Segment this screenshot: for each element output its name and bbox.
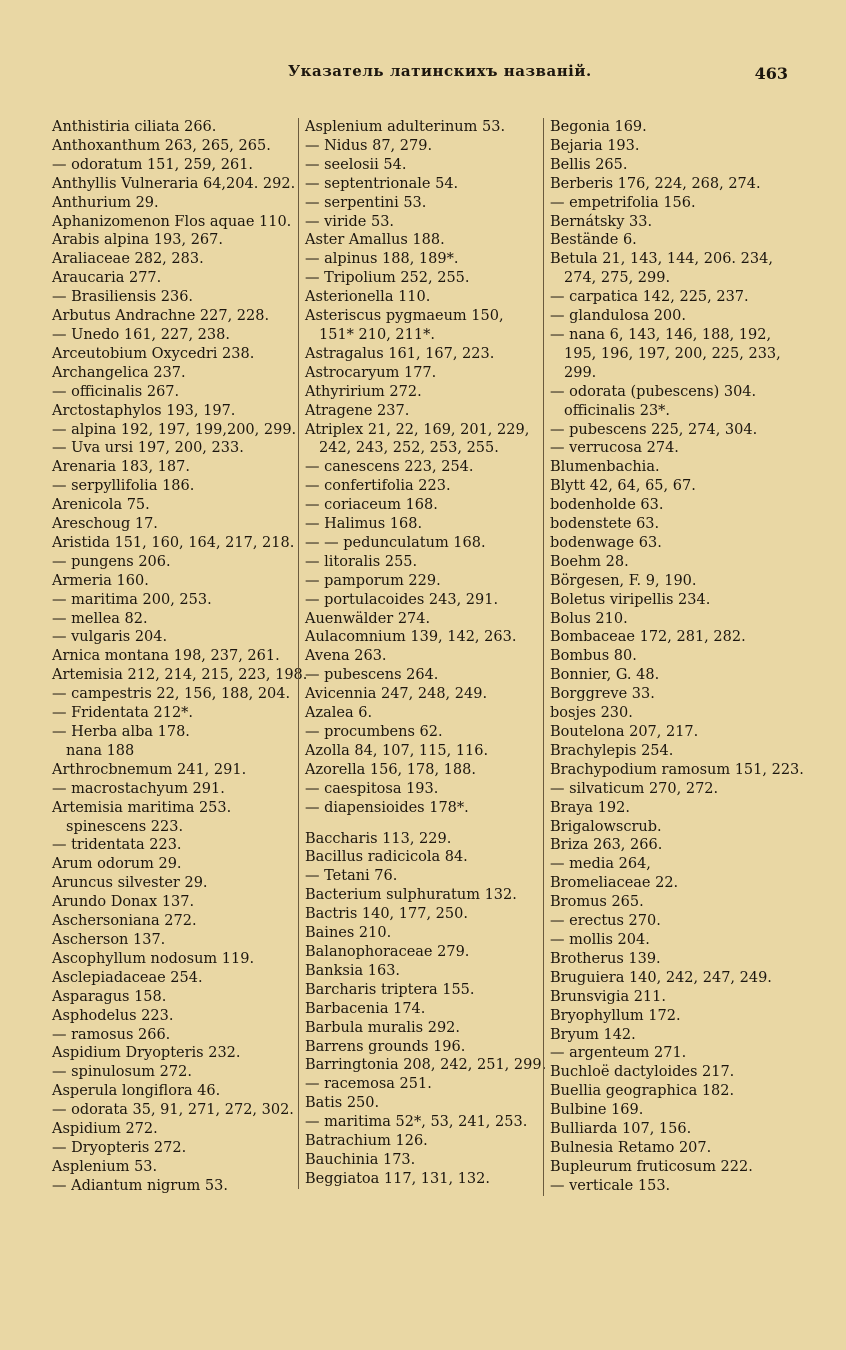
- index-entry: Bauchinia 173.: [305, 1151, 416, 1168]
- index-entry: Bulliarda 107, 156.: [550, 1121, 692, 1138]
- index-entry: Anthyllis Vulneraria 64,204. 292.: [52, 175, 296, 192]
- index-entry: — septentrionale 54.: [305, 175, 459, 192]
- index-entry: Boutelona 207, 217.: [550, 724, 699, 740]
- index-entry: — portulacoides 243, 291.: [305, 591, 499, 608]
- index-entry: — Herba alba 178.: [52, 724, 190, 740]
- index-entry: Baines 210.: [305, 925, 392, 942]
- index-entry: Brotherus 139.: [550, 950, 661, 967]
- index-column-2: [298, 118, 547, 1189]
- index-entry: — pamporum 229.: [305, 572, 441, 589]
- index-entry: Atragene 237.: [305, 402, 410, 419]
- index-entry: — Brasiliensis 236.: [52, 289, 194, 306]
- index-entry: — argenteum 271.: [550, 1045, 687, 1062]
- index-entry: bodenholde 63.: [550, 497, 664, 514]
- index-entry: Brachylepis 254.: [550, 742, 674, 759]
- index-entry: Athyririum 272.: [305, 383, 422, 400]
- index-entry: Azorella 156, 178, 188.: [305, 761, 476, 778]
- index-entry: Beggiatoa 117, 131, 132.: [305, 1170, 490, 1187]
- index-entry: Azolla 84, 107, 115, 116.: [305, 742, 489, 759]
- index-entry: Astragalus 161, 167, 223.: [305, 345, 495, 362]
- index-entry: — silvaticum 270, 272.: [550, 780, 719, 797]
- index-entry: — seelosii 54.: [305, 156, 407, 173]
- index-entry: Aristida 151, 160, 164, 217, 218.: [52, 534, 295, 551]
- index-entry: Aster Amallus 188.: [305, 232, 445, 249]
- index-entry: — ramosus 266.: [52, 1026, 171, 1043]
- index-entry: Arum odorum 29.: [52, 856, 182, 873]
- index-entry: — odorata (pubescens) 304.: [550, 383, 757, 400]
- index-entry: — macrostachyum 291.: [52, 780, 225, 797]
- index-entry: Bacterium sulphuratum 132.: [305, 887, 517, 904]
- index-entry: Brigalowscrub.: [550, 818, 662, 835]
- index-entry: — coriaceum 168.: [305, 497, 438, 514]
- index-entry: — glandulosa 200.: [550, 308, 686, 325]
- index-entry: Bromeliaceae 22.: [550, 875, 679, 892]
- index-entry: — verrucosa 274.: [550, 440, 679, 457]
- index-entry: Aruncus silvester 29.: [52, 875, 208, 892]
- index-entry: Bromus 265.: [550, 894, 644, 911]
- index-entry: — spinulosum 272.: [52, 1064, 192, 1081]
- index-entry: — alpina 192, 197, 199,200, 299.: [52, 421, 297, 438]
- index-entry: Ascherson 137.: [52, 931, 166, 948]
- index-entry: — empetrifolia 156.: [550, 194, 696, 211]
- index-entry: Bombus 80.: [550, 648, 637, 665]
- index-entry: — diapensioides 178*.: [305, 799, 469, 816]
- index-entry: — erectus 270.: [550, 913, 661, 930]
- index-entry: — Dryopteris 272.: [52, 1139, 187, 1156]
- index-entry: — verticale 153.: [550, 1177, 671, 1194]
- index-entry: spinescens 223.: [66, 818, 184, 835]
- index-entry: Betula 21, 143, 144, 206. 234, 274, 275, 299.: [550, 251, 773, 287]
- index-entry: — nana 6, 143, 146, 188, 192, 195, 196, 197, 200, 225, 233, 299.: [550, 326, 781, 381]
- index-entry: — mellea 82.: [52, 610, 148, 627]
- index-entry: Areschoug 17.: [52, 516, 158, 533]
- index-entry: — serpentini 53.: [305, 194, 427, 211]
- index-entry: Bonnier, G. 48.: [550, 667, 660, 684]
- index-entry: Anthoxanthum 263, 265, 265.: [52, 137, 271, 154]
- index-entry: — pubescens 225, 274, 304.: [550, 421, 758, 438]
- index-entry: Asteriscus pygmaeum 150, 151* 210, 211*.: [305, 308, 504, 343]
- index-entry: — odoratum 151, 259, 261.: [52, 156, 254, 173]
- page-header: [0, 62, 846, 90]
- index-entry: Asperula longiflora 46.: [52, 1083, 221, 1100]
- index-entry: Brachypodium ramosum 151, 223.: [550, 761, 804, 778]
- index-entry: Bactris 140, 177, 250.: [305, 906, 468, 923]
- index-entry: — Adiantum nigrum 53.: [52, 1177, 228, 1194]
- index-entry: Arbutus Andrachne 227, 228.: [52, 308, 270, 325]
- index-entry: Arceutobium Oxycedri 238.: [52, 345, 255, 362]
- index-entry: Arenaria 183, 187.: [52, 459, 190, 476]
- index-entry: Bolus 210.: [550, 610, 628, 627]
- index-entry: — procumbens 62.: [305, 724, 443, 740]
- index-entry: — Unedo 161, 227, 238.: [52, 326, 230, 343]
- index-entry: Anthistiria ciliata 266.: [52, 119, 217, 135]
- index-entry: Briza 263, 266.: [550, 837, 663, 854]
- index-entry: Arnica montana 198, 237, 261.: [52, 648, 280, 665]
- running-title: Указатель латинскихъ названій.: [288, 62, 592, 80]
- index-entry: Avicennia 247, 248, 249.: [305, 686, 488, 703]
- index-entry: Asphodelus 223.: [52, 1007, 174, 1024]
- index-entry: bosjes 230.: [550, 705, 633, 722]
- index-entry: — carpatica 142, 225, 237.: [550, 289, 749, 306]
- index-entry: Bejaria 193.: [550, 137, 640, 154]
- index-entry: Arenicola 75.: [52, 497, 150, 514]
- index-entry: Bryum 142.: [550, 1026, 636, 1043]
- index-entry: — pungens 206.: [52, 553, 171, 570]
- index-entry: Aulacomnium 139, 142, 263.: [305, 629, 517, 646]
- index-entry: — Tetani 76.: [305, 868, 398, 885]
- index-entry: — Fridentata 212*.: [52, 705, 194, 722]
- index-entry: Bombaceae 172, 281, 282.: [550, 629, 746, 646]
- index-entry: — mollis 204.: [550, 931, 650, 948]
- index-entry: Bulbine 169.: [550, 1102, 644, 1119]
- index-entry: Asterionella 110.: [305, 289, 431, 306]
- index-entry: Astrocaryum 177.: [305, 364, 437, 381]
- index-entry: — pubescens 264.: [305, 667, 439, 684]
- index-entry: Arctostaphylos 193, 197.: [52, 402, 236, 419]
- index-entry: — maritima 200, 253.: [52, 591, 212, 608]
- index-entry: bodenwage 63.: [550, 534, 662, 551]
- index-entry: — vulgaris 204.: [52, 629, 168, 646]
- index-entry: Araucaria 277.: [52, 270, 162, 287]
- index-entry: Araliaceae 282, 283.: [52, 251, 204, 268]
- index-entry: Boletus viripellis 234.: [550, 591, 711, 608]
- index-entry: Asplenium adulterinum 53.: [305, 119, 506, 135]
- index-entry: — confertifolia 223.: [305, 478, 451, 495]
- index-entry: Aspidium Dryopteris 232.: [52, 1045, 241, 1062]
- index-entry: — — pedunculatum 168.: [305, 534, 486, 551]
- index-entry: — officinalis 267.: [52, 383, 180, 400]
- index-entry: Barringtonia 208, 242, 251, 299.: [305, 1057, 547, 1074]
- index-entry: Blumenbachia.: [550, 459, 660, 476]
- index-entry: Asparagus 158.: [52, 988, 167, 1005]
- index-entry: — alpinus 188, 189*.: [305, 251, 459, 268]
- index-entry: — Tripolium 252, 255.: [305, 270, 470, 287]
- index-entry: Azalea 6.: [305, 705, 373, 722]
- index-entry: Barbacenia 174.: [305, 1000, 426, 1017]
- index-entry: Arthrocbnemum 241, 291.: [52, 761, 247, 778]
- index-entry: Bellis 265.: [550, 156, 628, 173]
- index-entry: Baccharis 113, 229.: [305, 830, 452, 847]
- index-entry: Ascophyllum nodosum 119.: [52, 950, 255, 967]
- index-entry: Batis 250.: [305, 1095, 380, 1112]
- index-entry: Atriplex 21, 22, 169, 201, 229, 242, 243, 252, 253, 255.: [305, 421, 530, 457]
- index-entry: Bulnesia Retamo 207.: [550, 1139, 712, 1156]
- index-entry: Aschersoniana 272.: [52, 913, 197, 930]
- index-entry: — canescens 223, 254.: [305, 459, 474, 476]
- index-entry: — campestris 22, 156, 188, 204.: [52, 686, 291, 703]
- index-entry: Bruguiera 140, 242, 247, 249.: [550, 969, 772, 986]
- index-column-3: [543, 118, 804, 1196]
- index-entry: Bryophyllum 172.: [550, 1007, 681, 1024]
- index-entry: officinalis 23*.: [564, 402, 671, 419]
- index-entry: — litoralis 255.: [305, 553, 418, 570]
- index-entry: — media 264,: [550, 856, 651, 873]
- index-entry: Batrachium 126.: [305, 1133, 428, 1150]
- index-entry: Armeria 160.: [52, 572, 149, 589]
- index-entry: — maritima 52*, 53, 241, 253.: [305, 1114, 528, 1131]
- index-entry: — serpyllifolia 186.: [52, 478, 195, 495]
- index-entry: Barbula muralis 292.: [305, 1019, 461, 1036]
- index-entry: Bacillus radicicola 84.: [305, 849, 468, 866]
- index-entry: Barcharis triptera 155.: [305, 981, 475, 998]
- index-entry: Anthurium 29.: [52, 194, 159, 211]
- index-entry: Arabis alpina 193, 267.: [52, 232, 223, 249]
- index-entry: Boehm 28.: [550, 553, 629, 570]
- index-entry: Bestände 6.: [550, 232, 637, 249]
- index-entry: Braya 192.: [550, 799, 630, 816]
- index-entry: Buellia geographica 182.: [550, 1083, 735, 1100]
- index-entry: Barrens grounds 196.: [305, 1038, 466, 1055]
- page-number: 463: [754, 64, 788, 83]
- index-entry: Archangelica 237.: [52, 364, 186, 381]
- index-entry: — racemosa 251.: [305, 1076, 432, 1093]
- index-entry: Brunsvigia 211.: [550, 988, 666, 1005]
- index-entry: Aspidium 272.: [52, 1121, 158, 1138]
- index-entry: Banksia 163.: [305, 962, 401, 979]
- index-entry: Artemisia 212, 214, 215, 223, 198.: [52, 667, 308, 684]
- index-entry: — Halimus 168.: [305, 516, 423, 533]
- index-entry: — caespitosa 193.: [305, 780, 439, 797]
- index-entry: — Nidus 87, 279.: [305, 137, 433, 154]
- index-entry: — odorata 35, 91, 271, 272, 302.: [52, 1102, 294, 1119]
- index-entry: — viride 53.: [305, 213, 395, 230]
- index-entry: — tridentata 223.: [52, 837, 182, 854]
- index-column-1: [52, 118, 308, 1196]
- index-entry: Börgesen, F. 9, 190.: [550, 572, 697, 589]
- index-entry: Balanophoraceae 279.: [305, 943, 470, 960]
- index-entry: Begonia 169.: [550, 119, 647, 135]
- index-entry: Artemisia maritima 253.: [52, 799, 232, 816]
- index-entry: Aphanizomenon Flos aquae 110.: [52, 213, 292, 230]
- index-entry: Bupleurum fruticosum 222.: [550, 1158, 753, 1175]
- index-entry: nana 188: [66, 742, 135, 759]
- index-entry: Asplenium 53.: [52, 1158, 158, 1175]
- index-entry: Blytt 42, 64, 65, 67.: [550, 478, 696, 495]
- index-entry: Avena 263.: [305, 648, 387, 665]
- index-entry: Auenwälder 274.: [305, 610, 431, 627]
- index-entry: — Uva ursi 197, 200, 233.: [52, 440, 244, 457]
- index-entry: Buchloë dactyloides 217.: [550, 1064, 735, 1081]
- index-entry: Berberis 176, 224, 268, 274.: [550, 175, 761, 192]
- index-entry: Bernátsky 33.: [550, 213, 653, 230]
- index-entry: Arundo Donax 137.: [52, 894, 195, 911]
- index-entry: Borggreve 33.: [550, 686, 655, 703]
- index-entry: Asclepiadaceae 254.: [52, 969, 203, 986]
- index-entry: bodenstete 63.: [550, 516, 660, 533]
